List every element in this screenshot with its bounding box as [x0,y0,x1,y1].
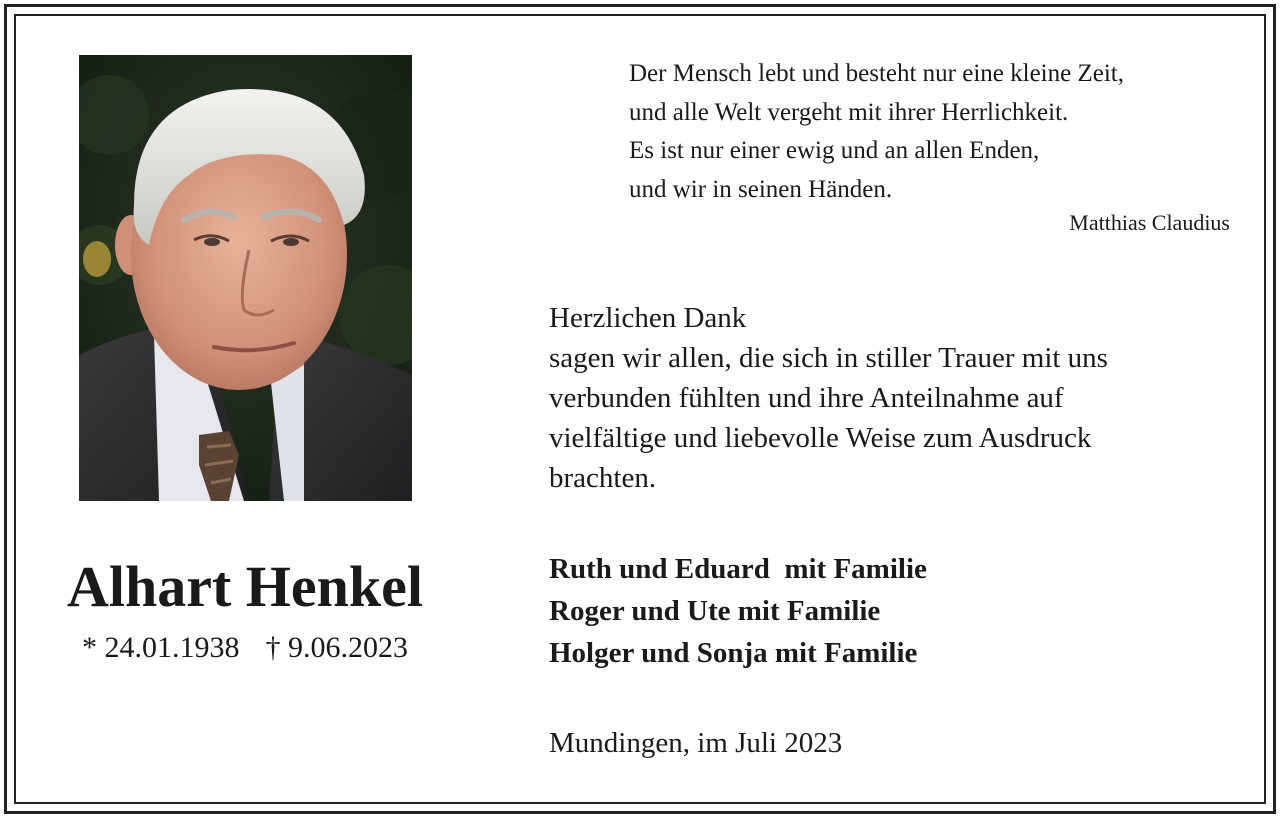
thanks-line: verbunden fühlten und ihre Anteilnahme auf [549,382,1064,414]
poem-line: Es ist nur einer ewig und an allen Enden, [629,137,1040,164]
portrait-photo [79,55,412,501]
death-date: † 9.06.2023 [265,631,408,664]
thanks-line: brachten. [549,462,657,494]
poem-line: und alle Welt vergeht mit ihrer Herrlichkeit. [629,98,1069,126]
birth-date: * 24.01.1938 [82,631,240,664]
poem [629,55,1239,209]
poem-line: und wir in seinen Händen. [629,175,893,203]
thanks-line: sagen wir allen, die sich in stiller Trauer mit uns [549,342,1108,374]
thanks-line: Herzlichen Dank [549,302,747,334]
family-line: Holger und Sonja mit Familie [549,637,918,669]
poem-author: Matthias Claudius [1069,210,1230,235]
life-dates [40,628,450,668]
family-signatures [549,548,1249,674]
deceased-name: Alhart Henkel [66,554,424,619]
family-line: Roger und Ute mit Familie [549,595,881,627]
family-line: Ruth und Eduard mit Familie [549,553,927,585]
thanks-line: vielfältige und liebevolle Weise zum Ausdruck [549,422,1092,454]
poem-line: Der Mensch lebt und besteht nur eine kleine Zeit, [629,60,1124,87]
thanks-message [549,298,1249,498]
place-and-date: Mundingen, im Juli 2023 [549,727,843,759]
